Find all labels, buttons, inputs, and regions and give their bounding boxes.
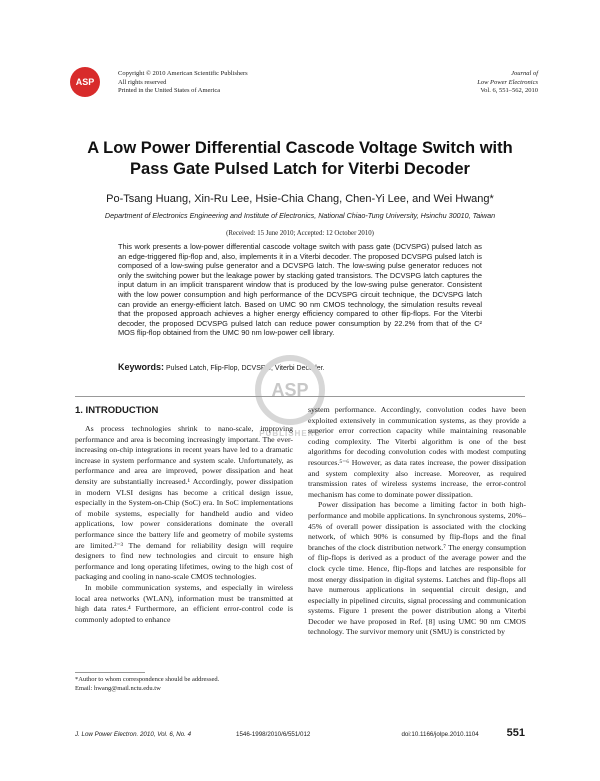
keywords-text: Pulsed Latch, Flip-Flop, DCVSPG, Viterbi Decoder. bbox=[165, 365, 325, 372]
footer-issn: 1546-1998/2010/6/551/012 bbox=[236, 731, 311, 738]
paragraph: As process technologies shrink to nano-scale, improving performance and area is becoming increasingly important. The ever-increasing on-chip integrations in recent years have led to a dramatic increase in system performance and system scale. Unfortunately, as performance and area are improved, power dissipation and heat density are substantially increased.¹ Accordingly, power dissipation in modern VLSI designs has become a critical design issue, especially in the System-on-Chip (SoC) era. In SoC implementations of mobile systems, especially for handheld audio and video applications, low power considerations dominate the overall performance since the battery life and geometry of mobile systems are limited.²⁻³ The demand for reliability design will require designers to find new technologies and circuit to ensure high performance and long operating lifetimes, owing to the high cost of packaging and cooling in nano-scale CMOS technologies. bbox=[75, 424, 293, 582]
paper-title bbox=[60, 138, 540, 180]
copyright-line: All rights reserved bbox=[118, 78, 167, 86]
authors: Po-Tsang Huang, Xin-Ru Lee, Hsie-Chia Chang, Chen-Yi Lee, and Wei Hwang* bbox=[106, 193, 494, 205]
received-dates: (Received: 15 June 2010; Accepted: 12 October 2010) bbox=[226, 230, 374, 237]
footnote-line: *Author to whom correspondence should be addressed. bbox=[75, 676, 220, 683]
journal-volume: Vol. 6, 551–562, 2010 bbox=[480, 87, 538, 94]
paragraph: Power dissipation has become a limiting factor in both high-performance and mobile applications. In synchronous systems, 20%–45% of overall power dissipation is associated with the clocking network, of which 90% is consumed by flip-flops and the final branches of the clock distribution network.⁷ The energy consumption of flip-flops is derived as a product of the average power and the clock cycle time. Hence, flip-flops and latches are responsible for most energy dissipation in digital systems. Latches and flip-flops all have numerous applications in sequential circuit design, and especially in pipelined circuits, signal processing and communication systems. Figure 1 present the power distribution along a Viterbi Decoder we have proposed in Ref. [8] using UMC 90 nm CMOS technology. The survivor memory unit (SMU) is constricted by bbox=[308, 500, 526, 637]
page-number: 551 bbox=[506, 727, 525, 739]
copyright-block bbox=[118, 70, 248, 96]
section-heading: 1. INTRODUCTION bbox=[75, 405, 159, 416]
right-column bbox=[308, 405, 526, 638]
left-column bbox=[75, 424, 293, 625]
abstract: This work presents a low-power differential cascode voltage switch with pass gate (DCVSPG) pulsed latch as an edge-triggered flip-flop and, also, implements it in a Viterbi decoder. The proposed DCVSPG pulsed latch is composed of a low-swing pulse generator and a DCVSPG latch. The low-swing pulse generator reduces not only the switching power but the leakage power by stacking gated transistors. The DCVSPG latch captures the input datum in an implicit transparent window that is produced by the low-swing pulse generator. Consistent with the low power consumption and high performance of the DCVSPG circuit technique, the DCVSPG latch can provide an energy-efficient latch. Based on UMC 90 nm CMOS technology, the simulation results reveal that the proposed approach achieves a higher energy efficiency compared to other flip-flops. For the Viterbi decoder, the proposed DCVSPG pulsed latch can reduce power consumption by 22.2% from that of the C² MOS flip-flop obtained from the UMC 90 nm low-power cell library. bbox=[118, 242, 482, 338]
affiliation: Department of Electronics Engineering and Institute of Electronics, National Chiao-Tung University, Hsinchu 30010, Taiwan bbox=[104, 211, 496, 220]
divider bbox=[75, 396, 525, 397]
keywords-label: Keywords: bbox=[118, 362, 165, 372]
footnote-email: Email: hwang@mail.nctu.edu.tw bbox=[75, 684, 161, 692]
logo-text: ASP bbox=[75, 77, 95, 87]
title-line: Pass Gate Pulsed Latch for Viterbi Decoder bbox=[130, 160, 470, 178]
footnote bbox=[75, 676, 219, 693]
footer-doi: doi:10.1166/jolpe.2010.1104 bbox=[401, 731, 479, 738]
title-line: A Low Power Differential Cascode Voltage Switch with bbox=[87, 139, 513, 157]
journal-name: Low Power Electronics bbox=[477, 78, 538, 86]
copyright-line: Copyright © 2010 American Scientific Publishers bbox=[118, 70, 248, 77]
paragraph: In mobile communication systems, and especially in wireless local area networks (WLAN), information must be transmitted at high data rates.⁴ Furthermore, an efficient error-control code is commonly adopted to enhance bbox=[75, 582, 293, 624]
footer-journal: J. Low Power Electron. 2010, Vol. 6, No. 4 bbox=[75, 731, 192, 738]
watermark-logo-text: ASP bbox=[271, 379, 309, 400]
watermark-text: PUBLISHERS bbox=[259, 429, 321, 438]
copyright-line: Printed in the United States of America bbox=[118, 87, 221, 94]
page-footer bbox=[75, 727, 525, 739]
publisher-logo bbox=[70, 67, 100, 97]
footnote-divider bbox=[75, 672, 145, 673]
journal-name: Journal of bbox=[511, 70, 538, 77]
journal-info bbox=[477, 70, 538, 96]
paragraph: system performance. Accordingly, convolution codes have been exploited extensively in communication systems, as they provide a superior error correction capacity while maintaining reasonable coding complexity. The Viterbi algorithm is one of the best algorithms for decoding convolution codes with modest computing resources.⁵⁻⁶ However, as data rates increase, the power dissipation and system complexity also increase. Moreover, as required transmission rates of wireless systems increase, the error-control mechanism has come to dominate power dissipation. bbox=[308, 405, 526, 499]
